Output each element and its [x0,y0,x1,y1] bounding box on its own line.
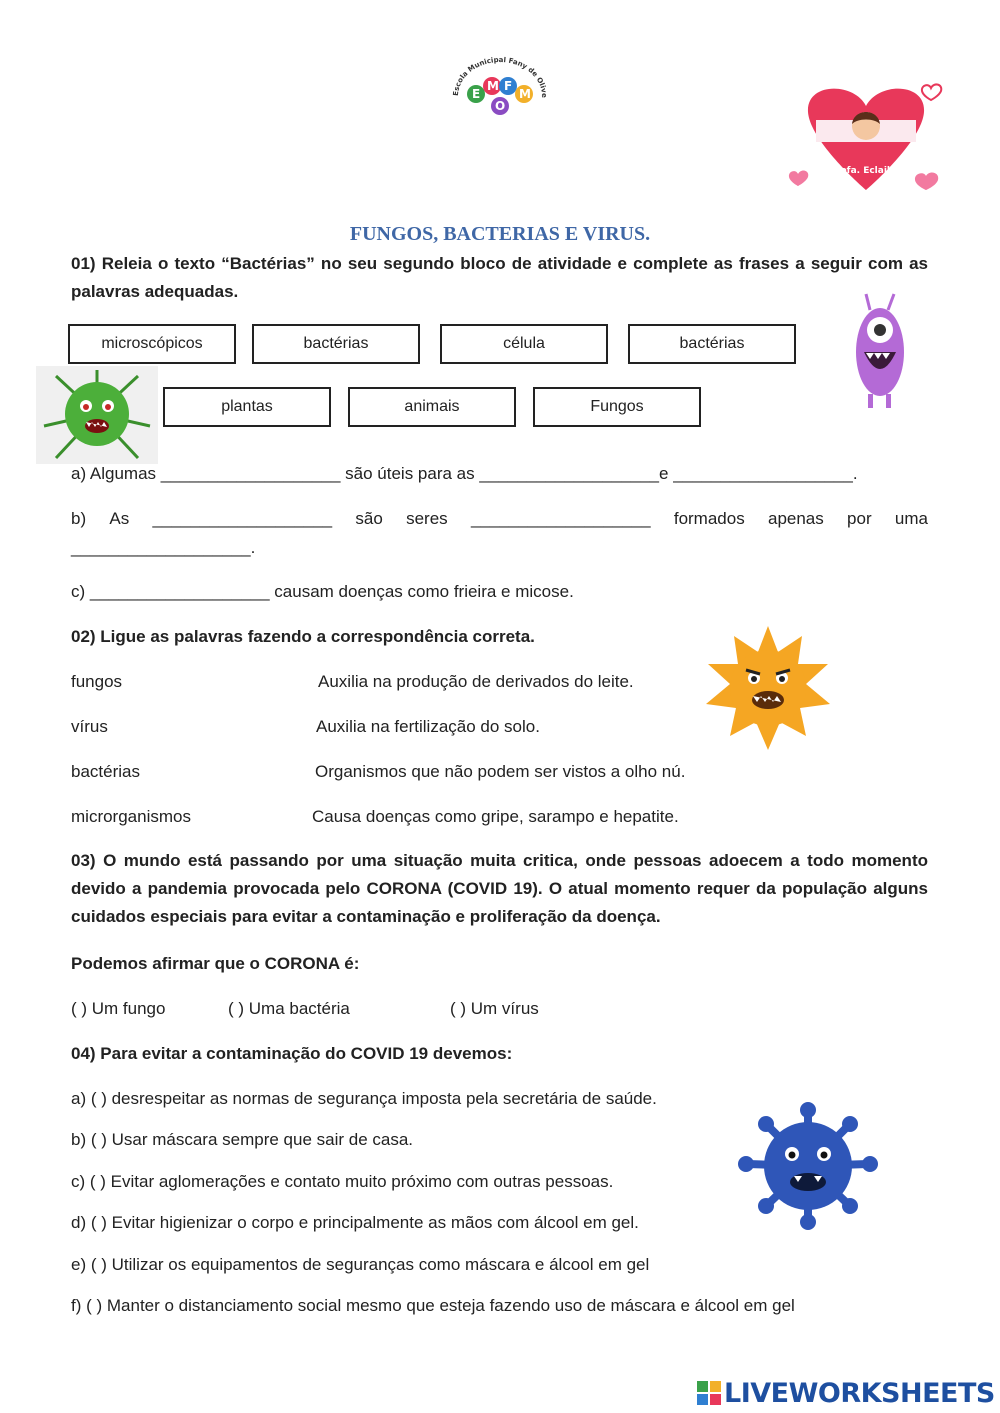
word-bank-item[interactable]: célula [440,324,608,364]
q4-item[interactable]: f) ( ) Manter o distanciamento social mesmo que esteja fazendo uso de máscara e álcool em gel [71,1296,795,1315]
logo-letter-3: F [504,79,513,93]
answer-blank[interactable]: ___________________ [89,582,270,601]
q4-item[interactable]: b) ( ) Usar máscara sempre que sair de casa. [71,1130,414,1149]
q3-question: Podemos afirmar que o CORONA é: [71,954,360,973]
match-left-item[interactable]: fungos [71,672,123,691]
text: seres [406,509,448,528]
q3-option-bacteria[interactable]: ( ) Uma bactéria [228,999,350,1018]
green-virus-illustration [36,366,158,464]
match-right-item[interactable]: Causa doenças como gripe, sarampo e hepatite. [312,807,679,826]
q1-a-line [71,463,858,485]
blue-virus-illustration [738,1100,878,1232]
match-right-item[interactable]: Auxilia na fertilização do solo. [316,717,540,736]
text: são [355,509,383,528]
q4-item[interactable]: e) ( ) Utilizar os equipamentos de seguranças como máscara e álcool em gel [71,1255,650,1274]
word-bank-item[interactable]: Fungos [533,387,701,427]
text: e [659,464,669,483]
answer-blank[interactable]: ___________________ [479,464,659,483]
orange-virus-illustration [704,624,832,752]
q4-prompt: 04) Para evitar a contaminação do COVID 19 devemos: [71,1044,513,1063]
purple-monster-illustration [840,290,920,415]
page-title: FUNGOS, BACTERIAS E VIRUS. [349,223,651,245]
answer-blank[interactable]: ___________________ [152,509,333,528]
q4-item[interactable]: a) ( ) desrespeitar as normas de segurança imposta pela secretária de saúde. [71,1089,657,1108]
logo-letter-5: O [495,99,506,113]
text: c) [71,582,86,601]
match-left-item[interactable]: microrganismos [71,807,191,826]
liveworksheets-brand: LIVEWORKSHEETS [724,1377,995,1409]
match-left-item[interactable]: bactérias [71,762,140,781]
q1-c-line [71,581,574,603]
text: causam doenças como frieira e micose. [274,582,574,601]
text: apenas [767,509,824,528]
text: . [852,464,858,483]
teacher-heart-badge [786,76,946,206]
answer-blank[interactable]: ___________________. [71,538,256,557]
match-right-item[interactable]: Organismos que não podem ser vistos a olho nú. [315,762,686,781]
q4-item[interactable]: d) ( ) Evitar higienizar o corpo e principalmente as mãos com álcool em gel. [71,1213,639,1232]
q1-prompt: 01) Releia o texto “Bactérias” no seu segundo bloco de atividade e complete as frases a seguir com as palavras adequadas. [71,254,928,301]
q3-option-fungo[interactable]: ( ) Um fungo [71,999,166,1018]
logo-letter-4: M [519,87,531,101]
q4-item[interactable]: c) ( ) Evitar aglomerações e contato muito próximo com outras pessoas. [71,1172,614,1191]
liveworksheets-icon [697,1381,721,1405]
school-logo-arc-text: Escola Municipal Fany de Olive [451,56,549,98]
text: As [109,509,130,528]
match-right-item[interactable]: Auxilia na produção de derivados do leite. [318,672,634,691]
text: a) Algumas [71,464,157,483]
q3-prompt: 03) O mundo está passando por uma situação muita critica, onde pessoas adoecem a todo momento devido a pandemia provocada pelo CORONA (COVID 19). O atual momento requer da população alguns cuidados especiais para evitar a contaminação e proliferação da doença. [71,851,928,926]
word-bank-item[interactable]: plantas [163,387,331,427]
word-bank-item[interactable]: microscópicos [68,324,236,364]
answer-blank[interactable]: ___________________ [470,509,651,528]
match-left-item[interactable]: vírus [71,717,108,736]
text: formados [673,509,745,528]
text: são úteis para as [345,464,475,483]
q2-prompt: 02) Ligue as palavras fazendo a correspondência correta. [71,627,535,646]
word-bank-item[interactable]: animais [348,387,516,427]
answer-blank[interactable]: ___________________ [160,464,341,483]
logo-letter-2: M [487,79,499,93]
answer-blank[interactable]: ___________________ [673,464,853,483]
text: por [847,509,872,528]
logo-letter-1: E [472,87,481,101]
liveworksheets-logo[interactable] [697,1378,995,1408]
text: uma [894,509,928,528]
school-logo [448,56,552,126]
q3-option-virus[interactable]: ( ) Um vírus [450,999,539,1018]
word-bank-item[interactable]: bactérias [628,324,796,364]
q1-b-line [71,508,928,530]
text: b) [71,509,87,528]
teacher-badge-label: Profa. Eclailde [829,166,903,176]
word-bank-item[interactable]: bactérias [252,324,420,364]
